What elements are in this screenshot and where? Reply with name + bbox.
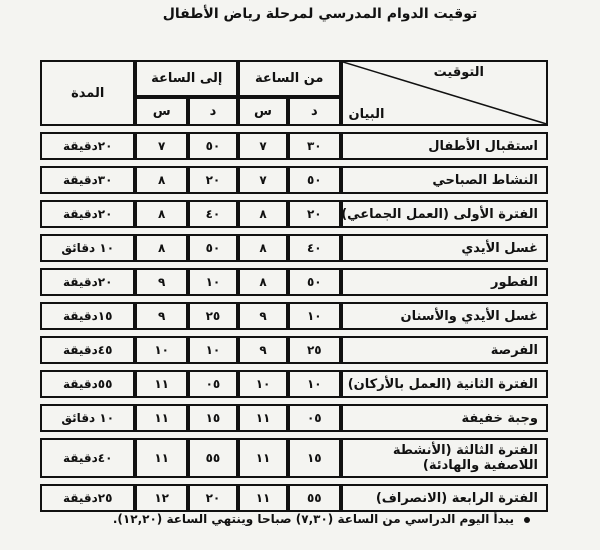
duration-cell: ١٠ دقائق (40, 404, 135, 432)
header-corner-cell (341, 60, 548, 126)
from-hour-cell: ٨ (238, 200, 288, 228)
to-minute-cell: ١٥ (188, 404, 238, 432)
to-minute-cell: ٥٠ (188, 234, 238, 262)
to-minute-cell: ٥٥ (188, 438, 238, 478)
table-row (40, 166, 548, 194)
from-hour-cell: ١١ (238, 404, 288, 432)
table-row (40, 404, 548, 432)
from-minute-cell: ١٥ (288, 438, 340, 478)
schedule-table-wrapper (40, 60, 548, 512)
header-to: إلى الساعة (135, 60, 238, 97)
row-label: الفترة الرابعة (الانصراف) (341, 484, 548, 512)
header-statement: البيان (348, 107, 385, 122)
from-hour-cell: ١٠ (238, 370, 288, 398)
from-minute-cell: ٥٠ (288, 166, 340, 194)
to-minute-cell: ١٠ (188, 336, 238, 364)
to-hour-cell: ٩ (135, 268, 187, 296)
to-hour-cell: ٨ (135, 234, 187, 262)
to-hour-cell: ٨ (135, 200, 187, 228)
row-label: استقبال الأطفال (341, 132, 548, 160)
from-hour-cell: ٧ (238, 166, 288, 194)
row-label: وجبة خفيفة (341, 404, 548, 432)
duration-cell: ٢٠دقيقة (40, 268, 135, 296)
from-minute-cell: ١٠ (288, 370, 340, 398)
footnote (90, 512, 530, 526)
duration-cell: ٢٥دقيقة (40, 484, 135, 512)
table-row (40, 370, 548, 398)
table-row (40, 336, 548, 364)
page-title: توقيت الدوام المدرسي لمرحلة رياض الأطفال (162, 6, 478, 22)
table-row (40, 484, 548, 512)
to-minute-cell: ٢٠ (188, 166, 238, 194)
from-minute-cell: ٢٠ (288, 200, 340, 228)
duration-cell: ٤٠دقيقة (40, 438, 135, 478)
to-hour-cell: ١١ (135, 438, 187, 478)
from-minute-cell: ٠٥ (288, 404, 340, 432)
to-minute-cell: ٢٠ (188, 484, 238, 512)
table-row (40, 438, 548, 478)
row-label: غسل الأيدي والأسنان (341, 302, 548, 330)
from-hour-cell: ٨ (238, 268, 288, 296)
duration-cell: ٤٥دقيقة (40, 336, 135, 364)
to-hour-cell: ١١ (135, 370, 187, 398)
to-minute-cell: ١٠ (188, 268, 238, 296)
from-hour-cell: ٩ (238, 302, 288, 330)
from-hour-cell: ٨ (238, 234, 288, 262)
bullet-icon (524, 517, 530, 523)
duration-cell: ٥٥دقيقة (40, 370, 135, 398)
sub-from-hour: س (238, 97, 288, 126)
from-minute-cell: ٥٥ (288, 484, 340, 512)
to-hour-cell: ٨ (135, 166, 187, 194)
schedule-table (40, 60, 548, 512)
to-hour-cell: ٧ (135, 132, 187, 160)
to-hour-cell: ١٢ (135, 484, 187, 512)
duration-cell: ١٠ دقائق (40, 234, 135, 262)
sub-to-minute: د (188, 97, 238, 126)
duration-cell: ١٥دقيقة (40, 302, 135, 330)
table-row (40, 268, 548, 296)
row-label: الفترة الثانية (العمل بالأركان) (341, 370, 548, 398)
schedule-body (40, 126, 548, 512)
from-minute-cell: ٣٠ (288, 132, 340, 160)
table-row (40, 200, 548, 228)
from-hour-cell: ٧ (238, 132, 288, 160)
footnote-text: يبدأ اليوم الدراسي من الساعة (٧,٣٠) صباحا وينتهي الساعة (١٢,٢٠). (112, 512, 514, 526)
from-minute-cell: ٤٠ (288, 234, 340, 262)
duration-cell: ٢٠دقيقة (40, 132, 135, 160)
header-row (40, 60, 548, 97)
from-hour-cell: ٩ (238, 336, 288, 364)
table-row (40, 132, 548, 160)
row-label: النشاط الصباحي (341, 166, 548, 194)
row-label: غسل الأيدي (341, 234, 548, 262)
table-row (40, 302, 548, 330)
row-label: الفترة الثالثة (الأنشطة اللاصفية والهادئة) (341, 438, 548, 478)
duration-cell: ٢٠دقيقة (40, 200, 135, 228)
to-hour-cell: ١١ (135, 404, 187, 432)
from-hour-cell: ١١ (238, 438, 288, 478)
from-minute-cell: ٥٠ (288, 268, 340, 296)
sub-from-minute: د (288, 97, 340, 126)
from-hour-cell: ١١ (238, 484, 288, 512)
from-minute-cell: ١٠ (288, 302, 340, 330)
to-hour-cell: ٩ (135, 302, 187, 330)
row-label: الفطور (341, 268, 548, 296)
table-row (40, 234, 548, 262)
header-time: التوقيت (433, 65, 484, 80)
duration-cell: ٣٠دقيقة (40, 166, 135, 194)
row-label: الفترة الأولى (العمل الجماعي) (341, 200, 548, 228)
header-from: من الساعة (238, 60, 341, 97)
to-minute-cell: ٥٠ (188, 132, 238, 160)
to-minute-cell: ٠٥ (188, 370, 238, 398)
row-label: الفرصة (341, 336, 548, 364)
to-hour-cell: ١٠ (135, 336, 187, 364)
sub-to-hour: س (135, 97, 187, 126)
header-duration: المدة (40, 60, 135, 126)
from-minute-cell: ٢٥ (288, 336, 340, 364)
to-minute-cell: ٢٥ (188, 302, 238, 330)
to-minute-cell: ٤٠ (188, 200, 238, 228)
